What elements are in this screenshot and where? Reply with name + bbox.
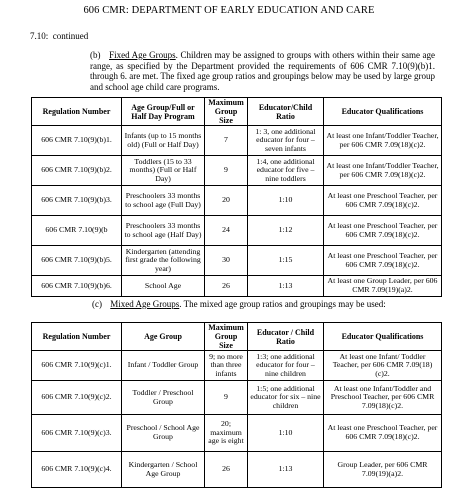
table-cell: 1:3; one additional educator for four – nine children	[248, 351, 324, 381]
mixed-age-groups-table	[31, 322, 442, 488]
column-header: Educator / Child Ratio	[248, 323, 324, 351]
table-header-row	[32, 323, 442, 351]
column-header: Regulation Number	[32, 323, 122, 351]
table-cell: 606 CMR 7.10(9)(b)6.	[32, 276, 122, 297]
table-cell: At least one Infant/Toddler and Preschool Teacher, per 606 CMR 7.09(18)(c)2.	[324, 381, 442, 415]
column-header: Age Group	[122, 323, 205, 351]
table-cell: 1:10	[248, 415, 324, 452]
table-cell: Kindergarten / School Age Group	[122, 452, 205, 488]
column-header: Age Group/Full or Half Day Program	[122, 98, 205, 126]
table-cell: At least one Preschool Teacher, per 606 CMR 7.09(18)(c)2.	[324, 246, 442, 276]
paragraph-label: (c)	[92, 299, 102, 309]
table-cell: 606 CMR 7.10(9)(b)1.	[32, 126, 122, 156]
table-cell: At least one Infant/Toddler Teacher, per 606 CMR 7.09(18)(c)2.	[324, 126, 442, 156]
table-cell: 606 CMR 7.10(9)(b	[32, 216, 122, 246]
table-cell: Toddler / Preschool Group	[122, 381, 205, 415]
table-cell: Toddlers (15 to 33 months) (Full or Half Day)	[122, 156, 205, 186]
table-cell: 30	[205, 246, 248, 276]
table-cell: 7	[205, 126, 248, 156]
table-cell: At least one Infant/Toddler Teacher, per 606 CMR 7.09(18)(c)2.	[324, 156, 442, 186]
section-continued: continued	[52, 31, 89, 41]
table-cell: 606 CMR 7.10(9)(b)5.	[32, 246, 122, 276]
column-header: Maximum Group Size	[205, 98, 248, 126]
column-header: Maximum Group Size	[205, 323, 248, 351]
fixed-age-groups-table	[31, 97, 442, 297]
paragraph-mixed-age-groups	[92, 299, 432, 310]
table-cell: 20; maximum age is eight	[205, 415, 248, 452]
table-row	[32, 415, 442, 452]
table-cell: Group Leader, per 606 CMR 7.09(19)(a)2.	[324, 452, 442, 488]
table-cell: At least one Preschool Teacher, per 606 CMR 7.09(18)(c)2.	[324, 186, 442, 216]
table-cell: At least one Preschool Teacher, per 606 CMR 7.09(18)(c)2.	[324, 216, 442, 246]
table-row	[32, 381, 442, 415]
table-row	[32, 216, 442, 246]
table-cell: Preschoolers 33 months to school age (Full Day)	[122, 186, 205, 216]
table-cell: 1:5; one additional educator for six – nine children	[248, 381, 324, 415]
table-cell: 606 CMR 7.10(9)(c)3.	[32, 415, 122, 452]
section-number: 7.10:	[30, 31, 49, 41]
table-cell: 9; no more than three infants	[205, 351, 248, 381]
table-cell: 606 CMR 7.10(9)(c)4.	[32, 452, 122, 488]
table-cell: At least one Group Leader, per 606 CMR 7.09(19)(a)2.	[324, 276, 442, 297]
table-cell: 606 CMR 7.10(9)(c)1.	[32, 351, 122, 381]
table-cell: 1:15	[248, 246, 324, 276]
table-cell: 24	[205, 216, 248, 246]
table-cell: 9	[205, 381, 248, 415]
table-cell: At least one Infant/ Toddler Teacher, per 606 CMR 7.09(18)(c)2.	[324, 351, 442, 381]
table-cell: School Age	[122, 276, 205, 297]
table-cell: 606 CMR 7.10(9)(b)2.	[32, 156, 122, 186]
column-header: Educator Qualifications	[324, 323, 442, 351]
table-row	[32, 246, 442, 276]
table-cell: Preschool / School Age Group	[122, 415, 205, 452]
column-header: Educator/Child Ratio	[248, 98, 324, 126]
paragraph-text: . The mixed age group ratios and groupings may be used:	[179, 299, 386, 309]
table-cell: Infants (up to 15 months old) (Full or Half Day)	[122, 126, 205, 156]
paragraph-label: (b)	[90, 50, 101, 60]
page-header: 606 CMR: DEPARTMENT OF EARLY EDUCATION AND CARE	[83, 5, 375, 16]
table-row	[32, 452, 442, 488]
table-cell: 606 CMR 7.10(9)(c)2.	[32, 381, 122, 415]
section-label	[30, 31, 88, 41]
table-cell: 9	[205, 156, 248, 186]
table-cell: 1: 3, one additional educator for four – seven infants	[248, 126, 324, 156]
table-cell: 26	[205, 276, 248, 297]
table-cell: 26	[205, 452, 248, 488]
table-cell: 1:13	[248, 276, 324, 297]
table-header-row	[32, 98, 442, 126]
table-cell: Infant / Toddler Group	[122, 351, 205, 381]
table-cell: 1:10	[248, 186, 324, 216]
table-cell: Kindergarten (attending first grade the following year)	[122, 246, 205, 276]
table-cell: 1:4, one additional educator for five – nine toddlers	[248, 156, 324, 186]
table-cell: 1:12	[248, 216, 324, 246]
paragraph-title: Fixed Age Groups	[109, 50, 176, 60]
table-row	[32, 186, 442, 216]
table-cell: Preschoolers 33 months to school age (Half Day)	[122, 216, 205, 246]
table-cell: At least one Preschool Teacher, per 606 CMR 7.09(18)(c)2.	[324, 415, 442, 452]
table-cell: 606 CMR 7.10(9)(b)3.	[32, 186, 122, 216]
paragraph-text: . Children may be assigned to groups with others within their same age range, as specified by the Department provided the requirements of 606 CMR 7.10(9)(b)1. through 6. are met. The fixed age group ratios and groupings below may be used by large group and school age child care programs.	[90, 50, 436, 92]
table-row	[32, 351, 442, 381]
column-header: Regulation Number	[32, 98, 122, 126]
table-row	[32, 156, 442, 186]
table-cell: 20	[205, 186, 248, 216]
table-row	[32, 276, 442, 297]
table-row	[32, 126, 442, 156]
paragraph-fixed-age-groups	[90, 50, 435, 92]
column-header: Educator Qualifications	[324, 98, 442, 126]
paragraph-title: Mixed Age Groups	[110, 299, 180, 309]
table-cell: 1:13	[248, 452, 324, 488]
